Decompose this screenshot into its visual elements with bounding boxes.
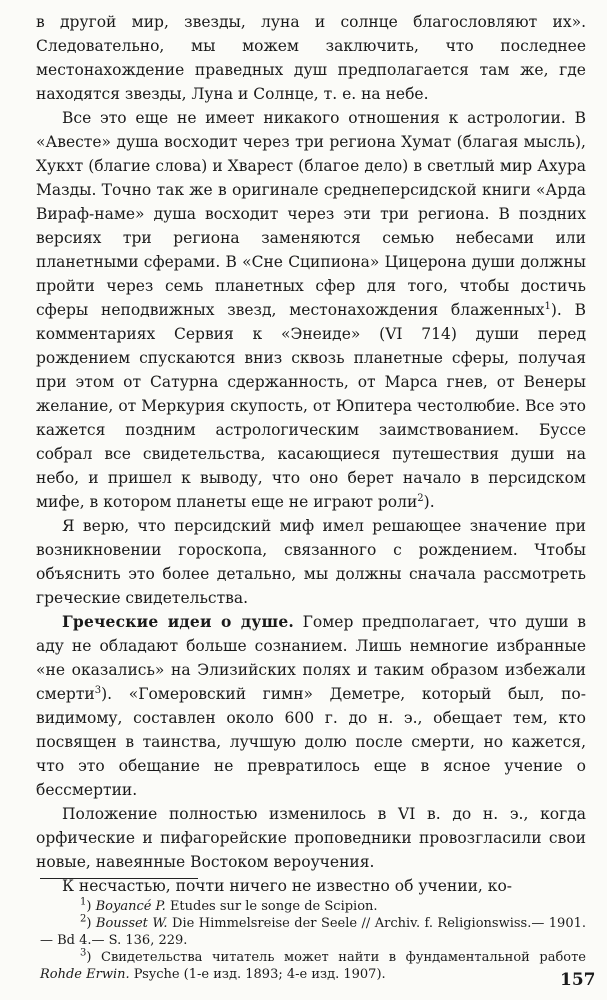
footnote: $^2$) Bousset W. Die Himmelsreise der Seele // Archiv. f. Religionswiss.— 1901.— Bd 4.— S. 136, 229. <box>40 913 586 948</box>
paragraph: Положение полностью изменилось в VI в. до н. э., когда орфические и пифагорейские проповедники провозгласили свои новые, навеянные Востоком вероучения. <box>36 805 586 871</box>
main-text <box>36 10 586 898</box>
run-in-heading: Греческие идеи о душе. <box>62 612 295 631</box>
footnote-ref: 3 <box>94 684 102 696</box>
footnote-ref: 1 <box>544 300 551 312</box>
page-number: 157 <box>560 970 596 990</box>
footnote-divider <box>40 878 198 879</box>
paragraph: Все это еще не имеет никакого отношения к астрологии. В «Авесте» душа восходит через три региона Хумат (благая мысль), Хукхт (благие слова) и Хварест (благое дело) в светлый мир Ахура Мазды. Точно так же в оригинале среднеперсидской книги «Арда Вираф-наме» душа восходит через эти три региона. В поздних версиях три региона заменяются семью небесами или планетными сферами. В «Сне Сципиона» Цицерона души должны пройти через семь планетных сфер для того, чтобы достичь сферы неподвижных звезд, местонахождения блаженных$^1$). В комментариях Сервия к «Энеиде» (VI 714) души перед рождением спускаются вниз сквозь планетные сферы, получая при этом от Сатурна сдержанность, от Марса гнев, от Венеры желание, от Меркурия скупость, от Юпитера честолюбие. Все это кажется поздним астрологическим заимствованием. Буссе собрал все свидетельства, касающиеся путешествия души на небо, и пришел к выводу, что оно берет начало в персидском мифе, в котором планеты еще не играют роли$^2$). <box>36 109 586 511</box>
paragraph: К несчастью, почти ничего не известно об учении, ко- <box>62 877 513 895</box>
paragraph: Греческие идеи о душе. Гомер предполагает, что души в аду не обладают больше сознанием. Лишь немногие избранные «не оказались» на Элизийских полях и таким образом избежали смерти$^3$). «Гомеровский гимн» Деметре, который был, по-видимому, составлен около 600 г. до н. э., обещает тем, кто посвящен в таинства, лучшую долю после смерти, но кажется, что это обещание не превратилось еще в ясное учение о бессмертии. <box>36 612 586 799</box>
footnote-ref: 2 <box>417 492 424 504</box>
paragraph: Я верю, что персидский миф имел решающее значение при возникновении гороскопа, связанного с рождением. Чтобы объяснить это более детально, мы должны сначала рассмотреть греческие свидетельства. <box>36 517 586 607</box>
footnote: $^3$) Свидетельства читатель может найти в фундаментальной работе Rohde Erwin. Psyche (1-е изд. 1893; 4-е изд. 1907). <box>40 947 586 982</box>
footnotes <box>40 898 586 983</box>
footnote: $^1$) Boyancé P. Etudes sur le songe de Scipion. <box>80 896 378 914</box>
paragraph: в другой мир, звезды, луна и солнце благословляют их». Следовательно, мы можем заключить, что последнее местонахождение праведных душ предполагается там же, где находятся звезды, Луна и Солнце, т. е. на небе. <box>36 13 586 103</box>
